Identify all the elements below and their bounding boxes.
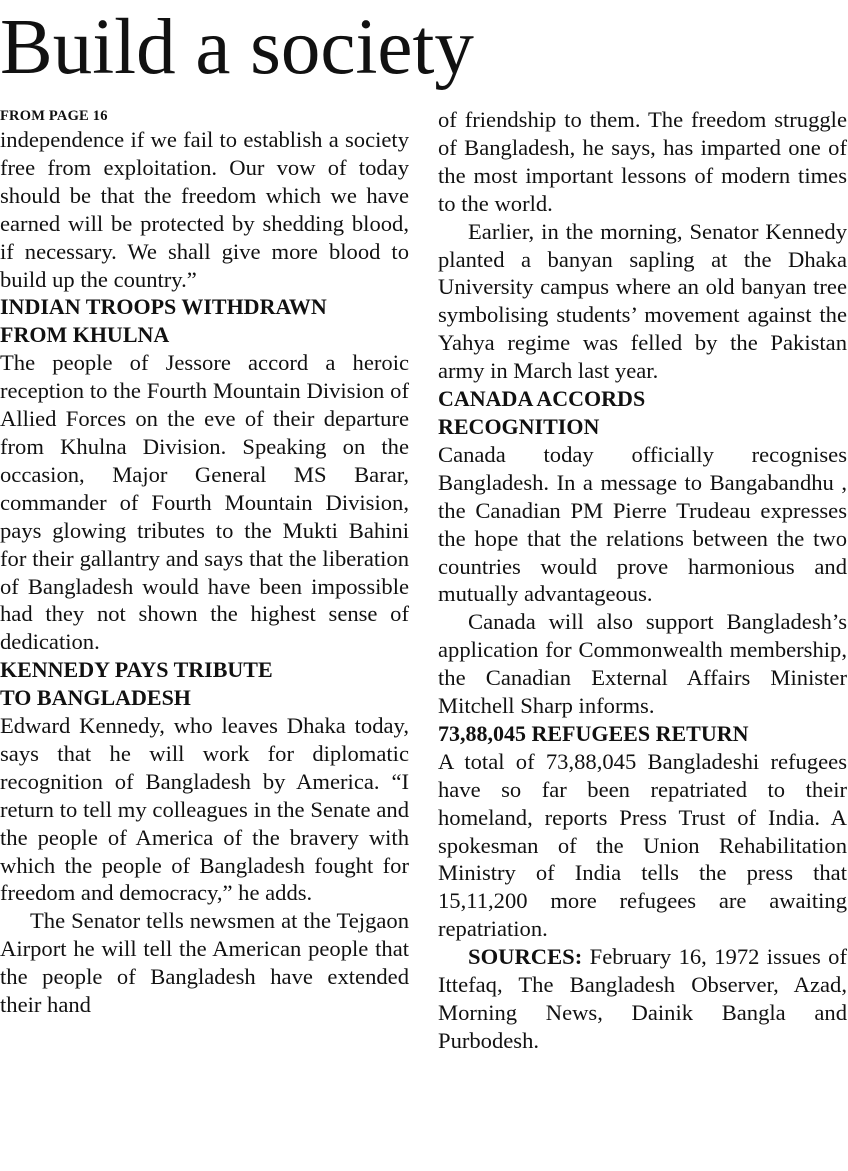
- from-page-label: FROM PAGE 16: [0, 108, 108, 124]
- sources-text: February 16, 1972 issues of Ittefaq, The Bangladesh Observer, Azad, Morning News, Dainik Bangla and Purbodesh.: [438, 944, 847, 1053]
- sources-label: SOURCES:: [468, 944, 583, 970]
- left-column: [0, 106, 409, 1019]
- paragraph-commonwealth: Canada will also support Bangladesh’s application for Commonwealth membership, the Canadian External Affairs Minister Mitchell Sharp informs.: [438, 609, 847, 719]
- paragraph-canada-recognition: Canada today officially recognises Bangladesh. In a message to Bangabandhu , the Canadian PM Pierre Trudeau expresses the hope that the relations between the two countries would prove harmonious and mutually advantageous.: [438, 441, 847, 607]
- subhead-canada-line1: CANADA ACCORDS: [438, 386, 646, 412]
- subhead-indian-troops-line2: FROM KHULNA: [0, 322, 170, 348]
- paragraph-senator: The Senator tells newsmen at the Tejgaon Airport he will tell the American people that the people of Bangladesh have extended their hand: [0, 908, 409, 1018]
- paragraph-kennedy: Edward Kennedy, who leaves Dhaka today, says that he will work for diplomatic recognition of Bangladesh by America. “I return to tell my colleagues in the Senate and the people of America of the bravery with which the people of Bangladesh fought for freedom and democracy,” he adds.: [0, 713, 409, 906]
- paragraph-sources: [438, 943, 847, 1055]
- right-column: [438, 106, 847, 1055]
- subhead-indian-troops-line1: INDIAN TROOPS WITHDRAWN: [0, 294, 327, 320]
- paragraph-banyan: Earlier, in the morning, Senator Kennedy planted a banyan sapling at the Dhaka University campus where an old banyan tree symbolising students’ movement against the Yahya regime was felled by the Pakistan army in March last year.: [438, 218, 847, 384]
- paragraph-independence: independence if we fail to establish a society free from exploitation. Our vow of today should be that the freedom which we have earned will be protected by shedding blood, if necessary. We shall give more blood to build up the country.”: [0, 127, 409, 292]
- subhead-canada-line2: RECOGNITION: [438, 413, 600, 439]
- subhead-refugees: 73,88,045 REFUGEES RETURN: [438, 720, 749, 746]
- subhead-kennedy-line1: KENNEDY PAYS TRIBUTE: [0, 657, 273, 683]
- paragraph-refugees: A total of 73,88,045 Bangladeshi refugees have so far been repatriated to their homeland, reports Press Trust of India. A spokesman of the Union Rehabilitation Ministry of India tells the press that 15,11,200 more refugees are awaiting repatriation.: [438, 748, 847, 942]
- headline: Build a society: [0, 4, 474, 91]
- subhead-kennedy-line2: TO BANGLADESH: [0, 685, 191, 711]
- paragraph-friendship: of friendship to them. The freedom struggle of Bangladesh, he says, has imparted one of the most important lessons of modern times to the world.: [438, 107, 847, 216]
- paragraph-jessore: The people of Jessore accord a heroic reception to the Fourth Mountain Division of Allied Forces on the eve of their departure from Khulna Division. Speaking on the occasion, Major General MS Barar, commander of Fourth Mountain Division, pays glowing tributes to the Mukti Bahini for their gallantry and says that the liberation of Bangladesh would have been impossible had they not shown the highest sense of dedication.: [0, 350, 409, 655]
